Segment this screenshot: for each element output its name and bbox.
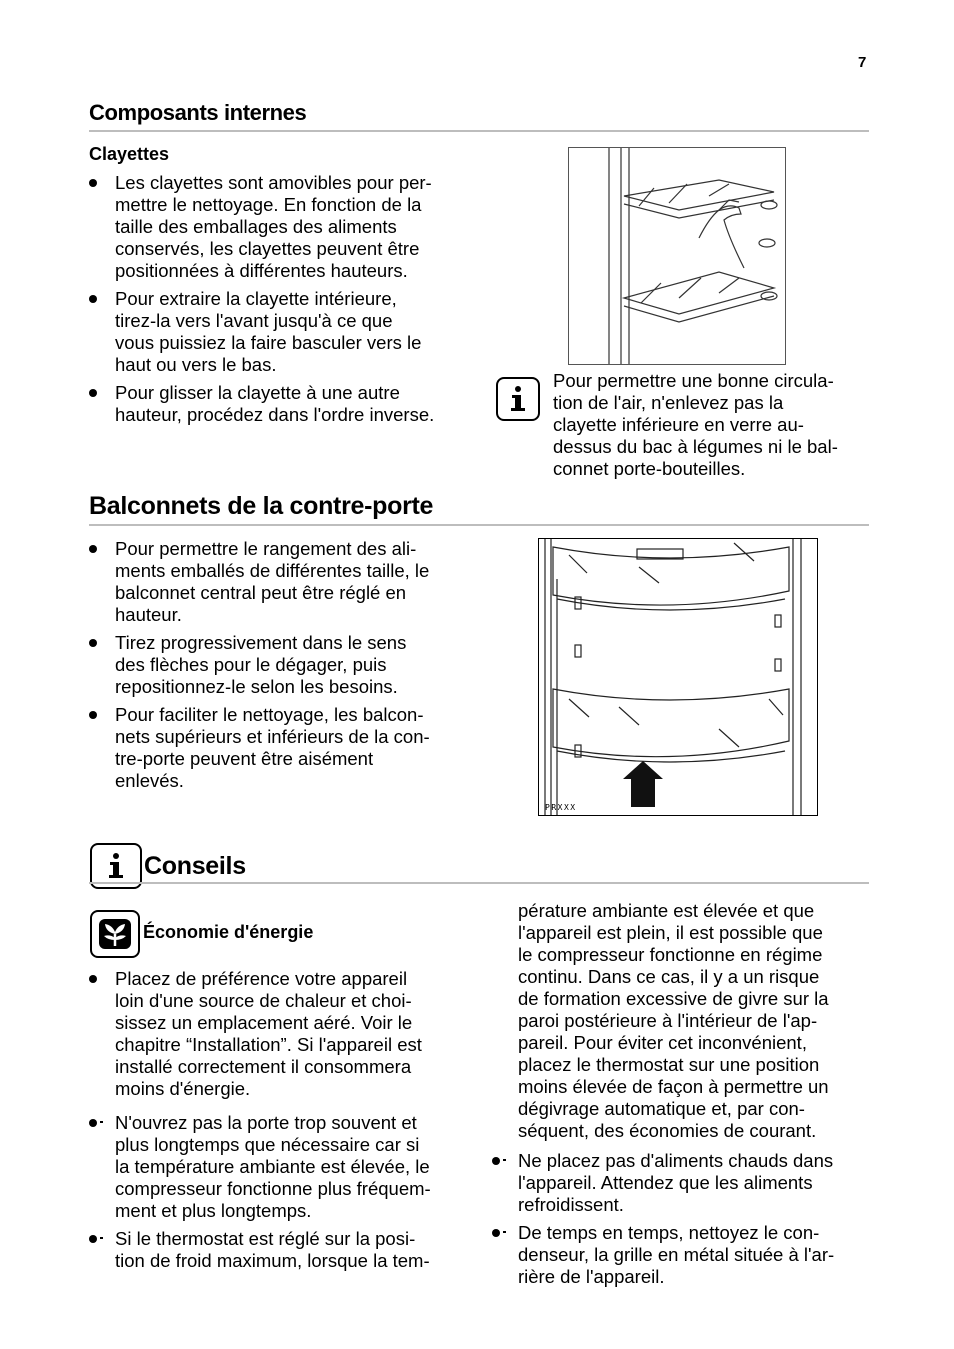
bullet-dot-icon [89, 295, 97, 303]
section-title-conseils: Conseils [144, 852, 246, 880]
bullet-dot-icon [89, 975, 97, 983]
section-divider [89, 524, 869, 526]
balconnets-list [89, 538, 469, 798]
subsection-title-economie: Économie d'énergie [143, 922, 314, 942]
section-divider [89, 882, 869, 884]
list-item: Ne placez pas d'aliments chauds dans l'appareil. Attendez que les aliments refroidissent. [492, 1150, 869, 1216]
list-item: Si le thermostat est réglé sur la posi- tion de froid maximum, lorsque la tem- [89, 1228, 469, 1272]
list-item: De temps en temps, nettoyez le con- denseur, la grille en métal située à l'ar- rière de l'appareil. [492, 1222, 869, 1288]
bullet-dot-icon [89, 1119, 97, 1127]
list-item: Pour extraire la clayette intérieure, tirez-la vers l'avant jusqu'à ce que vous puissiez la faire basculer vers le haut ou vers le bas. [89, 288, 469, 376]
bullet-dot-icon [89, 179, 97, 187]
shelf-illustration [568, 147, 786, 365]
clayettes-list [89, 172, 469, 432]
bullet-dot-icon [492, 1229, 500, 1237]
bullet-dot-icon [89, 711, 97, 719]
page-number: 7 [858, 54, 867, 71]
door-balcony-illustration [538, 538, 818, 816]
info-note: Pour permettre une bonne circula- tion de l'air, n'enlevez pas la clayette inférieure en verre au- dessus du bac à légumes ni le bal- connet porte-bouteilles. [553, 370, 838, 479]
bullet-dot-icon [89, 1235, 97, 1243]
info-icon [496, 377, 540, 421]
list-item: Pour permettre le rangement des ali- ments emballés de différentes taille, le balconnet central peut être réglé en hauteur. [89, 538, 469, 626]
subsection-title-clayettes: Clayettes [89, 144, 170, 164]
conseils-left-list [89, 968, 469, 1278]
list-item: Les clayettes sont amovibles pour per- mettre le nettoyage. En fonction de la taille des emballages des aliments conservés, les clayettes peuvent être positionnées à différentes hauteurs. [89, 172, 469, 282]
list-item: N'ouvrez pas la porte trop souvent et plus longtemps que nécessaire car si la température ambiante est élevée, le compresseur fonctionne plus fréquem- ment et plus longtemps. [89, 1112, 469, 1222]
conseils-right-list [492, 1150, 869, 1294]
list-item: Pour faciliter le nettoyage, les balcon- nets supérieurs et inférieurs de la con- tre-porte peuvent être aisément enlevés. [89, 704, 469, 792]
shelf-drawing-icon [569, 148, 785, 364]
list-item: Placez de préférence votre appareil loin d'une source de chaleur et choi- sissez un emplacement aéré. Voir le chapitre “Installation”. Si l'appareil est installé correctement il consommera moins d'énergie. [89, 968, 469, 1100]
figure-code: PRXXX [545, 803, 577, 812]
bullet-dot-icon [89, 545, 97, 553]
bullet-dot-icon [89, 389, 97, 397]
section-title-composants: Composants internes [89, 100, 307, 125]
list-item: Tirez progressivement dans le sens des flèches pour le dégager, puis repositionnez-le selon les besoins. [89, 632, 469, 698]
bullet-dot-icon [492, 1157, 500, 1165]
bullet-dot-icon [89, 639, 97, 647]
section-title-balconnets: Balconnets de la contre-porte [89, 492, 434, 520]
leaf-energy-icon [90, 910, 140, 958]
list-item: Pour glisser la clayette à une autre hauteur, procédez dans l'ordre inverse. [89, 382, 469, 426]
conseils-continuation: pérature ambiante est élevée et que l'appareil est plein, il est possible que le compresseur fonctionne en régime continu. Dans ce cas, il y a un risque de formation excessive de givre sur la paroi postérieure à l'intérieur de l'ap- pareil. Pour éviter cet inconvénient, placez le thermostat sur une position moins élevée de façon à permettre un dégivrage automatique et, par con- séquent, des économies de courant. [518, 900, 829, 1141]
door-balcony-drawing-icon [539, 539, 817, 815]
section-divider [89, 130, 869, 132]
